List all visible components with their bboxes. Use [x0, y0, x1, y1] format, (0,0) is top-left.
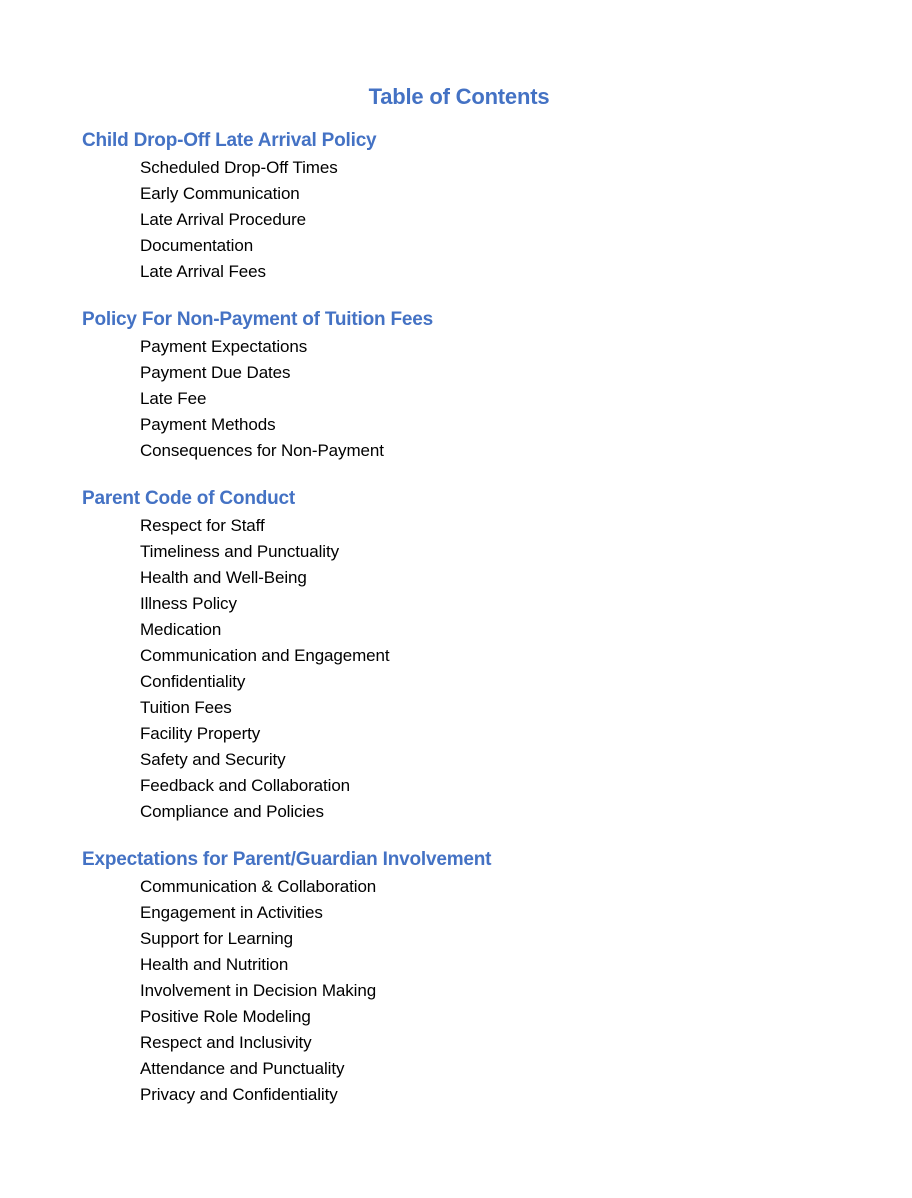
toc-entry[interactable]: Health and Nutrition [140, 955, 289, 974]
toc-entry[interactable]: Early Communication [140, 184, 300, 203]
toc-entry[interactable]: Respect for Staff [140, 516, 265, 535]
toc-entry[interactable]: Respect and Inclusivity [140, 1033, 312, 1052]
toc-entry[interactable]: Positive Role Modeling [140, 1007, 311, 1026]
toc-entry[interactable]: Communication and Engagement [140, 646, 390, 665]
toc-entry[interactable]: Facility Property [140, 724, 261, 743]
toc-entry[interactable]: Tuition Fees [140, 698, 232, 717]
toc-section-heading[interactable]: Parent Code of Conduct [82, 488, 296, 509]
toc-sections [0, 128, 912, 1108]
toc-entry[interactable]: Late Arrival Fees [140, 262, 266, 281]
toc-section-heading[interactable]: Policy For Non-Payment of Tuition Fees [82, 309, 433, 330]
toc-entry[interactable]: Timeliness and Punctuality [140, 542, 339, 561]
toc-section-heading[interactable]: Expectations for Parent/Guardian Involvement [82, 849, 492, 870]
toc-entry[interactable]: Consequences for Non-Payment [140, 441, 384, 460]
toc-entry[interactable]: Scheduled Drop-Off Times [140, 158, 338, 177]
toc-section [82, 486, 912, 825]
toc-entry[interactable]: Payment Expectations [140, 337, 308, 356]
toc-item-list [82, 155, 912, 285]
toc-entry[interactable]: Payment Methods [140, 415, 276, 434]
toc-entry[interactable]: Medication [140, 620, 222, 639]
toc-entry[interactable]: Engagement in Activities [140, 903, 323, 922]
toc-entry[interactable]: Feedback and Collaboration [140, 776, 351, 795]
toc-entry[interactable]: Illness Policy [140, 594, 237, 613]
toc-entry[interactable]: Health and Well-Being [140, 568, 307, 587]
toc-item-list [82, 513, 912, 825]
toc-section-heading[interactable]: Child Drop-Off Late Arrival Policy [82, 130, 377, 151]
toc-entry[interactable]: Payment Due Dates [140, 363, 291, 382]
toc-section [82, 307, 912, 464]
toc-item-list [82, 334, 912, 464]
toc-entry[interactable]: Documentation [140, 236, 254, 255]
toc-title: Table of Contents [368, 84, 550, 109]
toc-entry[interactable]: Safety and Security [140, 750, 286, 769]
toc-entry[interactable]: Late Fee [140, 389, 207, 408]
toc-entry[interactable]: Compliance and Policies [140, 802, 324, 821]
toc-entry[interactable]: Support for Learning [140, 929, 293, 948]
toc-section [82, 128, 912, 285]
toc-item-list [82, 874, 912, 1108]
toc-entry[interactable]: Attendance and Punctuality [140, 1059, 345, 1078]
toc-entry[interactable]: Involvement in Decision Making [140, 981, 377, 1000]
toc-entry[interactable]: Communication & Collaboration [140, 877, 377, 896]
toc-section [82, 847, 912, 1108]
toc-entry[interactable]: Confidentiality [140, 672, 246, 691]
toc-entry[interactable]: Privacy and Confidentiality [140, 1085, 338, 1104]
toc-entry[interactable]: Late Arrival Procedure [140, 210, 306, 229]
